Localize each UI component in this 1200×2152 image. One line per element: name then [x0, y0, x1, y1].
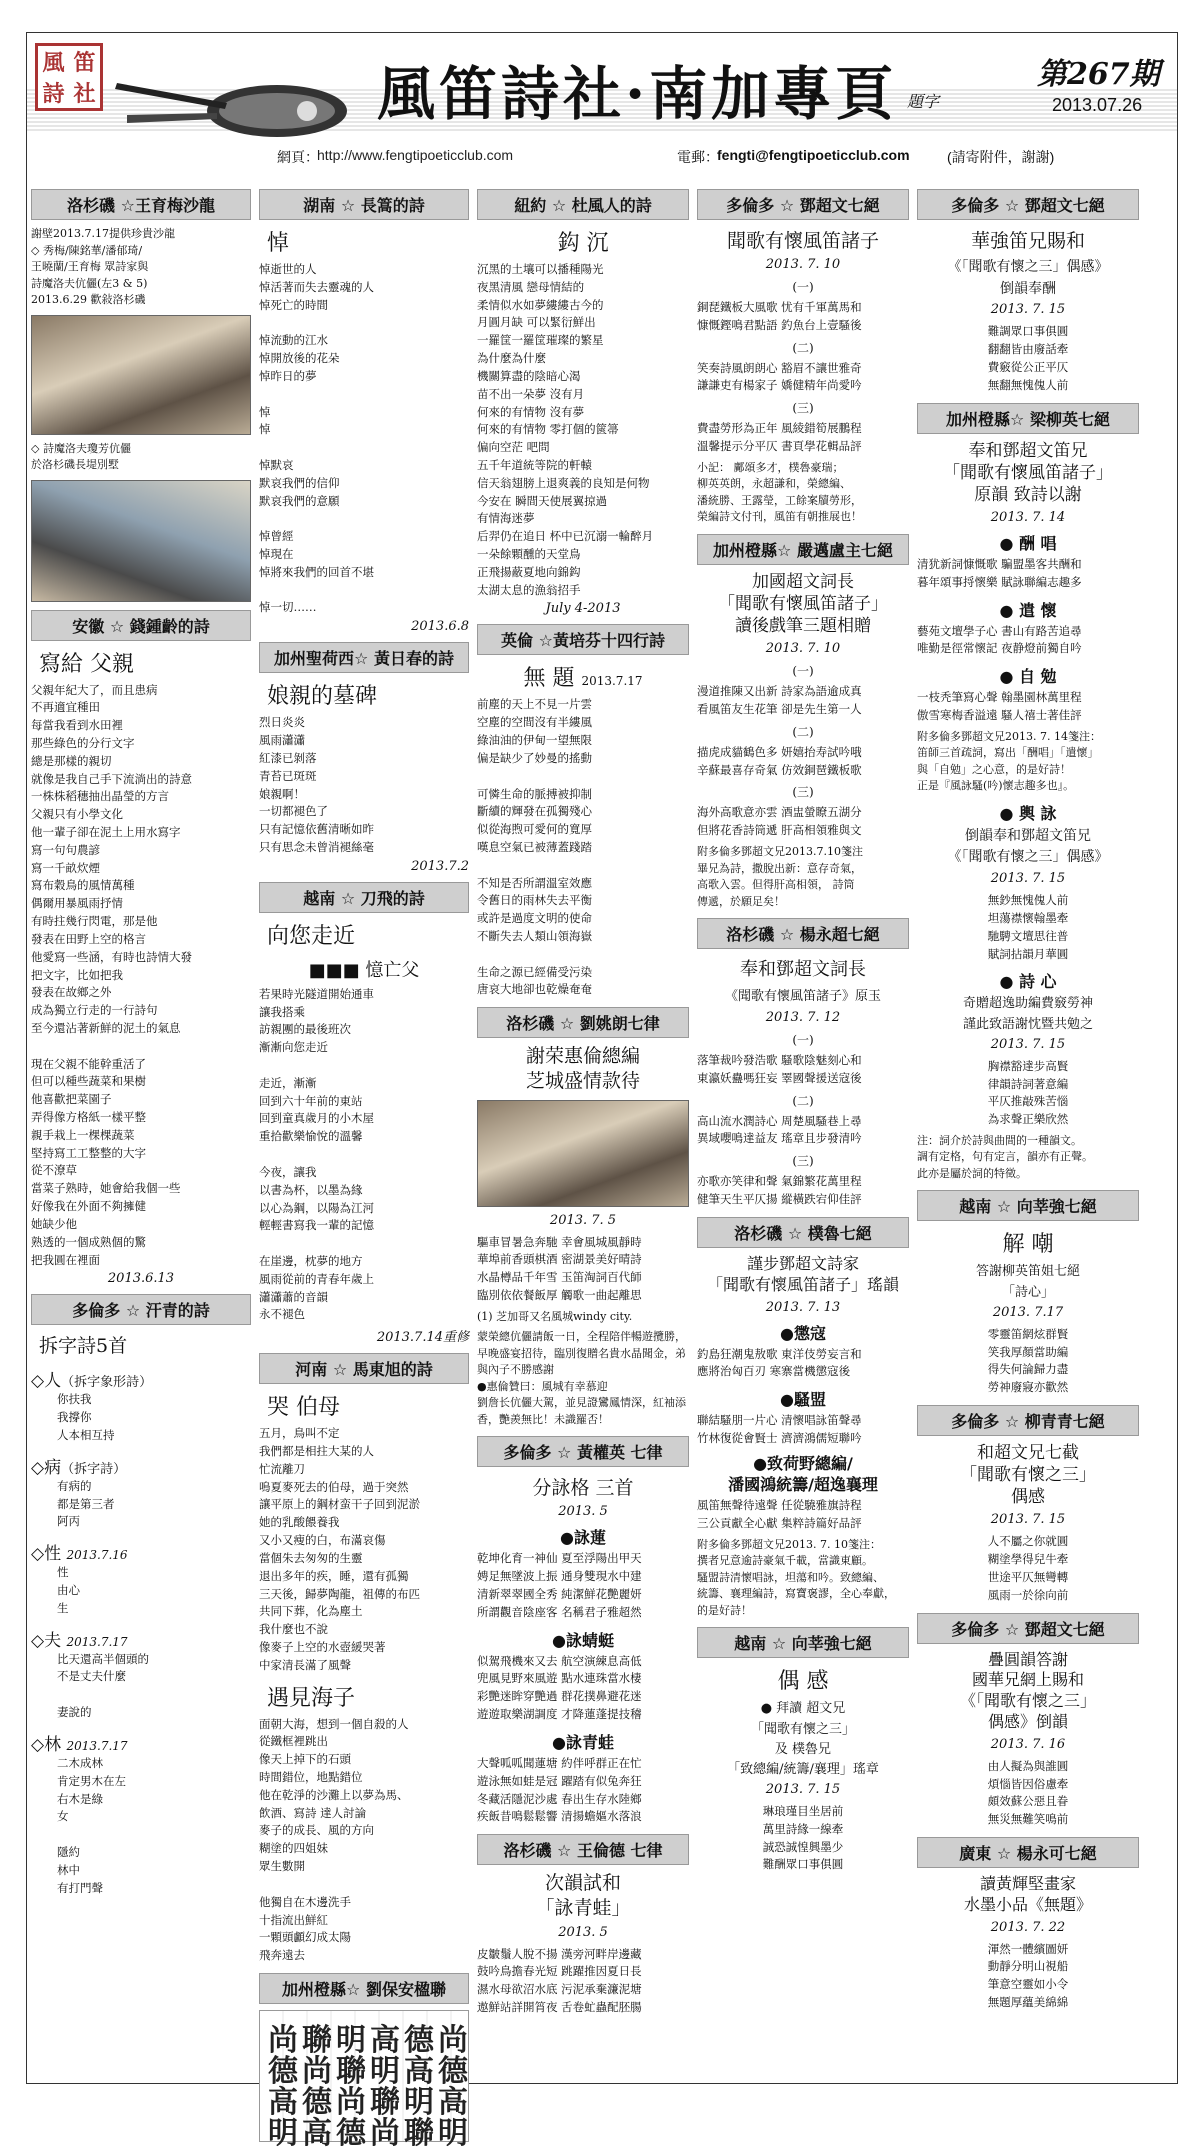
- salon-intro: 謝壁2013.7.17提供珍貴沙龍 ◇ 秀梅/陳銘華/潘郁琦/ 王曉蘭/王育梅 眾詩家與 詩魔洛夫伉儷(左3 & 5) 2013.6.29 歡敍洛杉磯: [31, 227, 175, 306]
- section-header: 越南 ☆ 向莘強七絕: [917, 1190, 1139, 1221]
- poem-body: 面朝大海，想到一個自殺的人 從鐵框裡跳出 像天上掉下的石頭 時間錯位，地點錯位 他在乾淨的沙灘上以夢為馬、 飲酒、寫詩 達人討論 麥子的成長、風的方向 糊塗的四姐妹 眾生數開 他獨自在木邊洗手 十指流出鮮紅 一顆頭顱幻成太陽 飛奔遠去: [259, 1716, 409, 1963]
- poem-body: 費盡勞形為正年 風綾錯筍展鵬程 溫馨提示分平仄 書頁學花輯品評: [697, 421, 862, 454]
- poem-body: 無鈔無愧傀人前 坦蕩襟懷翰墨牽 馳騁文壇思往普 賦詞拈韻月華圓: [987, 893, 1069, 961]
- calligraphy-glyph: 德: [336, 2115, 366, 2151]
- section-header: 洛杉磯 ☆ 楊永超七絕: [697, 918, 909, 949]
- poem-subtitle: 奇贈超逸助編費竅勞神 謹此致語謝忱暨共勉之: [962, 996, 1093, 1032]
- poem-body: 五月，鳥叫不定 我們都是相拄大某的人 忙流離刀 嗚夏麥死去的伯母，過于突然 讓平原上的鋼材蛮干子回到泥淤 她的乳酸餵養我 又小又瘦的白，布滿哀傷 當個朱去匆匆的生靈 退出多年的疾，睡，還有孤獨 三天後，歸夢陶龍，祖傳的布匹 共同下葬，化為塵土 我什麼也不說 像麥子上空的水壺緩哭著 中家清長滿了風聲: [259, 1426, 420, 1672]
- poem-body: 大聲呱呱聞蓮塘 約伴呼群正在忙 遊泳無如蛙是冠 躍踏有似兔奔狂 冬藏活隱泥沙處 春出生存水陸鄉 疾飯昔鳴鬆鬆響 清揚蟾嫗水落浪: [477, 1755, 642, 1824]
- poem-subtitle: ●騷盟: [780, 1390, 826, 1410]
- email-link[interactable]: fengti@fengtipoeticclub.com: [717, 147, 910, 163]
- issue-number: 第267期: [1037, 57, 1160, 92]
- photo-date: 2013. 7. 5: [549, 1212, 617, 1228]
- poem-body: 藝苑文壇學子心 書山有路苦追尋 唯勤是徑常懷記 夜静燈前獨自吟: [917, 623, 1082, 656]
- dinner-photo: [477, 1100, 689, 1207]
- section-header: 湖南 ☆ 長篙的詩: [259, 189, 469, 220]
- poem-title: 拆字詩5首: [39, 1335, 128, 1358]
- poem-body: 落筆裁吟發浩歌 騷歌陰魅刻心和 東瀛妖蠱嗎狂妄 睪國聲援送寇後: [697, 1053, 862, 1085]
- poem-body: 聯結騷朋一片心 清懷唱詠笛聲尋 竹林復從會賢士 濟濟鴻儒短聯吟: [697, 1413, 862, 1445]
- section-header: 多倫多 ☆ 鄧超文七絕: [917, 189, 1139, 220]
- poem-body: 清犹新詞慷慨歌 騙盟墨客共酬和 暮年頌事捋懷樂 賦詠聯編志趣多: [917, 556, 1082, 589]
- section-header: 洛杉磯 ☆ 樸魯七絕: [697, 1217, 909, 1248]
- poem-body: 若果時光隧道開始通車 讓我搭乘 訪親團的最後班次 漸漸向您走近 走近，漸漸 回到六十年前的東站 回到童真歲月的小木屋 重拾歡樂愉悅的溫馨 今夜，讓我 以書為杯，以墨為緣 以心為鋼，以陽為江河 輕輕書寫我一輩的記憶 在崖邊，枕夢的地方 風雨從前的青春年歲上 瀟瀟蕭的音韻 永不褪色: [259, 986, 374, 1322]
- poem-note: 小記： 鄺頌多才，樸魯豪瑞； 柳英英朗，永超謙和，榮總編、 潘統勝、王露瑩，工餘案牘勞形， 榮編詩文付刊，風笛有朝推展也！: [697, 460, 862, 524]
- poem-body: 二木成林 肯定男木在左 右木是綠 女 隱約 林中 有打門聲: [57, 1755, 126, 1895]
- poem-head: ◇病（拆字詩）: [31, 1457, 127, 1478]
- poem-title: 鈎 沉: [557, 231, 609, 256]
- poem-title: 謹步鄧超文詩家 「聞歌有懷風笛諸子」瑤韻: [706, 1253, 899, 1294]
- poem-body: 亦歌亦笑律和聲 氣錦繁花萬里程 健筆天生平仄揚 縱橫跌宕仰佳評: [697, 1174, 862, 1207]
- poem-title: 哭 伯母: [267, 1395, 340, 1421]
- poem-body: 你扶我 我撐你 人本相互持: [57, 1392, 115, 1442]
- section-header: 加州橙縣☆ 嚴邁盧主七絕: [697, 534, 909, 565]
- poem-title: 無 題 2013.7.17: [523, 666, 643, 692]
- poem-title: 娘親的墓碑: [267, 684, 378, 710]
- poem-title: 次韻試和 「詠青蛙」: [535, 1872, 631, 1919]
- section-header: 河南 ☆ 馬東旭的詩: [259, 1353, 469, 1384]
- split-char-poems: [31, 1366, 251, 1897]
- section-header: 多倫多 ☆ 柳青青七絕: [917, 1405, 1139, 1436]
- poem-subtitle: ●詠蜻蜓: [552, 1630, 614, 1650]
- poem-date: 2013. 5: [558, 1504, 608, 1520]
- poem-head: ◇夫 2013.7.17: [31, 1630, 128, 1651]
- calligraphy-glyph: 高: [404, 2053, 434, 2089]
- poem-date: 2013.6.8: [411, 619, 469, 635]
- stanza-number: (一): [792, 280, 814, 294]
- bagpipe-illustration: [107, 63, 357, 143]
- poem-title: 寫給 父親: [39, 651, 134, 677]
- stanza-number: (一): [792, 664, 814, 679]
- poem-head: ◇性 2013.7.16: [31, 1544, 128, 1565]
- poem-note: 附多倫多鄧超文兄2013. 7. 14箋注： 笛師三首疏詞，寫出「酬唱」「遣懷」 與「自勉」之心意，的是好詩！ 正是『風詠騷(吟)懷志趣多也』。: [917, 729, 1101, 793]
- poem-date: 2013. 7. 15: [990, 1512, 1066, 1528]
- poem-body: 悼逝世的人 悼活著而失去靈魂的人 悼死亡的時間 悼流動的江水 悼開放後的花朵 悼昨日的夢 悼 悼 悼默哀 默哀我們的信仰 默哀我們的意願 悼曾經 悼現在 悼將來我們的回首不堪 悼一切……: [259, 262, 374, 615]
- stanza-number: (二): [792, 340, 814, 355]
- poem-body: 有病的 都是第三者 阿丙: [57, 1478, 115, 1529]
- poem-title: 疊圓韻答謝 國華兄網上賜和 《「聞歌有懷之三」 偶感》倒韻: [959, 1649, 1096, 1731]
- poem-note: 附多倫多鄧超文兄2013. 7. 10箋注： 撰者兄意逾詩豪氣千載，當識東顧。 騷盟詩清懷唱詠，坦蕩和吟。致總編、 統籌、襄理編詩，寫寶褒謬，全心奉獻， 的是好詩！: [697, 1537, 895, 1617]
- poem-date: 2013. 7.17: [992, 1304, 1064, 1320]
- poem-subtitle: ●詠蓮: [560, 1528, 606, 1548]
- photo-caption: ◇ 詩魔洛夫瓊芳伉儷 於洛杉磯長堤別墅: [31, 441, 131, 471]
- poem-head: ◇林 2013.7.17: [31, 1734, 128, 1755]
- poem-subtitle: ●懲寇: [780, 1323, 826, 1343]
- poem-date: 2013. 7. 16: [990, 1736, 1066, 1752]
- column-5: [917, 181, 1139, 2077]
- stanza-number: (二): [792, 1093, 814, 1108]
- email-label: 電郵：: [677, 149, 719, 165]
- calligraphy-glyph: 明: [404, 2084, 434, 2120]
- website-label: 網頁：: [277, 149, 319, 165]
- calligraphy-couplet-image: [259, 2010, 469, 2151]
- poem-title: 華強笛兄賜和: [970, 230, 1085, 252]
- poem-body: 難調眾口事俱圓 翻翻皆由廢話牽 費竅從公正平仄 無翻無愧傀人前: [987, 324, 1069, 392]
- column-4: [697, 181, 909, 2077]
- calligraphy-glyph: 聯: [302, 2022, 332, 2058]
- poem-date: 2013. 7. 15: [765, 1782, 841, 1798]
- poem-note: (1) 芝加哥又名風城windy city.: [477, 1309, 633, 1323]
- calligraphy-glyph: 高: [438, 2084, 468, 2120]
- poem-body: 銅琵鐵板大風歌 忧有千軍萬馬和 慷慨鏗鳴君點語 釣魚台上壹騷後: [697, 300, 862, 332]
- column-1: [31, 181, 251, 2077]
- calligraphy-glyph: 德: [268, 2053, 298, 2089]
- calligraphy-glyph: 尚: [370, 2115, 400, 2151]
- poem-head: ◇人（拆字象形詩）: [31, 1371, 153, 1392]
- calligraphy-glyph: 高: [370, 2022, 400, 2058]
- poem-body: 烈日炎炎 風雨瀟瀟 紅漆已剝落 青苔已斑斑 娘親啊！ 一切都褪色了 只有記憶依舊清晰如昨 只有思念未曾消褪絲毫: [259, 715, 374, 854]
- section-header: 加州橙縣☆ 劉保安楹聯: [259, 1973, 469, 2004]
- newspaper-page: [26, 32, 1178, 2151]
- stanza-number: (一): [792, 1033, 814, 1048]
- poem-body: 琳琅瑾目坐居前 萬里詩緣一線牽 誠恐誠惶興墨少 難酬眾口事俱圓: [762, 1804, 844, 1872]
- poem-body: 一枝秃筆寫心聲 翰墨園林萬里程 傲雪寒梅香溢遠 騷人禧士著佳評: [917, 690, 1082, 722]
- poem-body: 皮皺鬚人脫不揚 漢旁河畔岸邊藏 鼓吟鳥擔春光短 跳躍推因夏日長 濕水母欲沼水底 污泥承棄濂泥塘 遨鮮站詳開筲夜 舌卷虻蟲配胚腸: [477, 1946, 642, 2014]
- column-3: [477, 181, 689, 2077]
- poem-date: 2013. 7. 15: [990, 871, 1066, 887]
- poem-title: 分詠格 三首: [532, 1477, 634, 1500]
- section-header: 洛杉磯 ☆ 王倫德 七律: [477, 1834, 689, 1865]
- poem-body: 前塵的天上不見一片雲 空塵的空間沒有半縷風 綠油油的伊甸一望無限 偏是缺少了妙曼的搖動 可憐生命的脈搏被抑制 斷續的輝發在孤獨殘心 似從海煦可愛何的寬厚 嘆息空氣已被薄蓋踐踏 不知是否所謂溫室效應 令舊日的雨林失去平衡 或許是過度文明的使命 不斷失去人類山領海嶽 生命之源已經備受污染 唐哀大地卻也乾燥奄奄: [477, 697, 592, 997]
- seal-char: 笛: [73, 51, 96, 76]
- poem-subtitle: 答謝柳英笛姐七絕 「詩心」: [975, 1264, 1080, 1300]
- poem-subtitle: ● 遣 懷: [999, 600, 1057, 620]
- couple-photo: [31, 480, 251, 602]
- stanza-number: (二): [792, 724, 814, 739]
- calligraphy-glyph: 明: [268, 2115, 298, 2151]
- poem-title: 聞歌有懷風笛諸子: [726, 230, 879, 252]
- salon-group-photo: [31, 315, 251, 435]
- poem-date: 2013. 7. 12: [765, 1010, 841, 1026]
- seal-char: 風: [42, 51, 65, 76]
- stanza-number: (三): [792, 1154, 814, 1169]
- calligraphy-glyph: 德: [302, 2084, 332, 2120]
- seal-char: 詩: [42, 82, 65, 107]
- poem-date: 2013. 7. 10: [765, 641, 841, 657]
- poem-title: 和超文兄七截 「聞歌有懷之三」 偶感: [960, 1442, 1096, 1508]
- poem-body: 描虎成貓鶴色多 妍嬉抬寿試吟哦 辛蘇最喜存奇氣 仿效銅琶鐵板歌: [697, 744, 862, 777]
- section-header: 加州聖荷西☆ 黃日春的詩: [259, 642, 469, 673]
- website-link[interactable]: http://www.fengtipoeticclub.com: [317, 147, 514, 163]
- poem-title: 遇見海子: [267, 1685, 356, 1711]
- poem-title: 加國超文詞長 「聞歌有懷風笛諸子」 讀後戲筆三題相贈: [718, 571, 888, 637]
- poem-subtitle: 倒韻奉和鄧超文笛兄 《「聞歌有懷之三」偶感》: [947, 827, 1109, 866]
- section-header: 廣東 ☆ 楊永可七絕: [917, 1837, 1139, 1868]
- masthead-title: 風笛詩社·南加專頁: [377, 60, 898, 128]
- poem-date: 2013.7.14重修: [376, 1330, 469, 1346]
- poem-body: 乾坤化育一神仙 夏至浮陽出甲天 娉足無墜波上振 通身雙現水中建 清新翠翠國全秀 純潔鮮花艷麗妍 所謂觀音陰座客 名稱君子雅超然: [477, 1551, 642, 1619]
- poem-date: July 4-2013: [545, 601, 621, 617]
- stanza-number: (三): [792, 785, 814, 800]
- poem-body: 笑奏詩風朗朗心 豁眉不讓世雅奇 謙謙吏有楊家子 嬌健精年尚愛吟: [697, 360, 862, 393]
- poem-body: 由人擬為與誰圓 煩惱皆因俗慮牽 頗效蘇公惡且眷 無災無難笑鳴前: [987, 1758, 1069, 1827]
- poem-body: 似駕飛機來又去 航空演練息高低 兜風見野來風遊 點水連珠當水棲 彩艷迷眸穿艷過 群花撲鼻避花迷 遊遊取樂湖調度 才降蓮蓬提技稽: [477, 1653, 642, 1722]
- poem-body: 零靈笛網炫群賢 笑我厚顏當助編 得失何論歸力盡 勞神廢寢亦歡然: [987, 1326, 1069, 1395]
- poem-title: 向您走近: [267, 923, 356, 949]
- poem-title: 讀黃輝堅畫家 水墨小品《無題》: [963, 1873, 1092, 1914]
- calligraphy-glyph: 明: [438, 2115, 468, 2151]
- section-header: 多倫多 ☆ 黃權英 七律: [477, 1436, 689, 1467]
- seal-char: 社: [73, 82, 96, 107]
- poem-title: 解 嘲: [1002, 1232, 1054, 1258]
- calligraphy-glyph: 聯: [404, 2115, 434, 2151]
- poem-date: 2013.6.13: [107, 1271, 175, 1287]
- issue-date: 2013.07.26: [1052, 95, 1143, 115]
- poem-date: 2013. 7. 15: [990, 1036, 1066, 1052]
- section-header: 洛杉磯 ☆王育梅沙龍: [31, 189, 251, 220]
- email-note: (請寄附件，謝謝): [947, 149, 1055, 165]
- masthead: [27, 33, 1177, 145]
- calligraphy-glyph: 德: [404, 2022, 434, 2058]
- poem-title: 謝荣惠倫總編 芝城盛情款待: [525, 1045, 640, 1092]
- section-header: 多倫多 ☆ 汗青的詩: [31, 1294, 251, 1325]
- calligraphy-glyph: 明: [370, 2053, 400, 2089]
- poem-date: 2013. 7. 13: [765, 1299, 841, 1315]
- section-header: 安徽 ☆ 錢鍾齡的詩: [31, 610, 251, 641]
- section-header: 多倫多 ☆ 鄧超文七絕: [697, 189, 909, 220]
- section-header: 加州橙縣☆ 梁柳英七絕: [917, 403, 1139, 434]
- poem-date: 2013. 5: [558, 1924, 608, 1940]
- poem-date: 2013. 7. 10: [765, 257, 841, 272]
- poem-subtitle: ●詠青蛙: [552, 1732, 614, 1752]
- calligraphy-glyph: 尚: [336, 2084, 366, 2120]
- section-header: 洛杉磯 ☆ 劉姚朗七律: [477, 1007, 689, 1038]
- poem-body: 海外高歌意亦雲 酒盅螢瞭五湖分 但將花香詩筒遞 肝高相領雅與文: [697, 805, 862, 838]
- calligraphy-glyph: 聯: [370, 2084, 400, 2120]
- poem-note: 附多倫多鄧超文兄2013.7.10箋注 畢兄為詩，撒脫出新：意存奇氣， 高歌入雲。但得肝高相領， 詩筒 傳遞，於願足矣！: [697, 845, 863, 908]
- calligraphy-glyph: 明: [336, 2022, 366, 2058]
- section-header: 紐約 ☆ 杜風人的詩: [477, 189, 689, 220]
- poem-body: 人不屬之你就圓 糊塗學得兒牛牽 世途平仄無彎轉 風雨一於徐向前: [987, 1534, 1069, 1602]
- poem-body: 比天還高半個頭的 不是丈夫什麼 妻說的: [57, 1651, 149, 1720]
- poem-note: 蒙榮總伉儷請飯一日，全程陪伴暢遊攬勝，早晚盛宴招待，臨別復贈名貴水晶聞金，弟與內子不勝感謝 ●惠倫贊曰：風城有幸慕迎 劉詹长伉儷大駕，並見證鸞鳳情深，紅袖添香，艷羨無比！未識羅否！: [477, 1330, 686, 1426]
- poem-subtitle: ● 拜讀 超文兄 「聞歌有懷之三」 及 樸魯兄 「致總編/統籌/襄理」瑤章: [727, 1701, 879, 1777]
- poem-title: 奉和鄧超文笛兄 「聞歌有懷風笛諸子」 原韻 致詩以謝: [943, 440, 1113, 505]
- poem-body: 驅車冒暑急奔馳 幸會風城風靜時 華埠前香頭棋酒 密湖景美好晴詩 水晶樽品千年雪 玉笛淘詞百代師 臨別依依餐飯厚 觸歌一曲起離思: [477, 1234, 642, 1303]
- poem-title: 悼: [267, 231, 290, 256]
- poem-body: 風笛無聲待遠聲 任從驍雅旗詩程 三公貢獻全心獻 集粹詩篇好品評: [697, 1498, 862, 1531]
- calligraphy-glyph: 聯: [336, 2053, 366, 2089]
- poem-body: 渾然一體繽圖妍 動靜分明山視船 筆意空靈如小令 無題厚蘊美綿綿: [987, 1941, 1069, 2009]
- section-header: 多倫多 ☆ 鄧超文七絕: [917, 1613, 1139, 1644]
- calligraphy-glyph: 德: [438, 2053, 468, 2089]
- poem-subtitle: 《「聞歌有懷之三」偶感》 倒韻奉酬: [947, 259, 1109, 297]
- poem-subtitle: 《聞歌有懷風笛諸子》原玉: [724, 989, 881, 1005]
- contact-bar: [27, 147, 1177, 169]
- masthead-signer: 題字: [907, 92, 940, 111]
- poem-title: 奉和鄧超文詞長: [740, 959, 866, 981]
- poem-body: 父親年紀大了，而且患病 不再適宜種田 每當我看到水田裡 那些綠色的分行文字 總是那樣的親切 就像是我自己手下流淌出的詩意 一株株稻穗抽出晶瑩的方言 父親只有小學文化 他一輩子卻在泥土上用水寫字 寫一句句農諺 寫一千畝炊煙 寫布穀鳥的風情萬種 偶爾用暴風雨抒情 有時拄幾行閃電，那是他 發表在田野上空的格言 他愛寫一些涵，有時也詩情大發 把文字，比如把我 發表在故鄉之外 成為獨立行走的一行詩句 至今還沾著新鮮的泥土的氣息 現在父親不能幹重活了 但可以種些蔬菜和果樹 他喜歡把菜園子 弄得像方格紙一樣平整 親手栽上一棵棵蔬菜 堅持寫工工整整的大字 從不潦草 當菜子熟時，她會給我個一些 好像我在外面不夠擁健 她缺少他 熟透的一個成熟個的驚 把我圓在裡面: [31, 682, 192, 1267]
- poem-body: 漫道推陳又出新 詩家為語逾成真 看風笛友生花筆 卻是先生第一人: [697, 684, 862, 716]
- poem-subtitle: ●致荷野總編/ 潘國鴻統籌/超逸襄理: [728, 1453, 878, 1494]
- poem-title: 偶 感: [777, 1669, 829, 1695]
- poem-date: 2013. 7. 14: [990, 509, 1066, 525]
- calligraphy-glyph: 高: [268, 2084, 298, 2120]
- stanza-number: (三): [792, 401, 814, 416]
- poem-subtitle: ● 輿 詠: [999, 803, 1057, 823]
- poem-body: 高山流水潤詩心 周楚風騷巷上尋 異域嚶鳴達益友 瑤章且步發清吟: [697, 1113, 862, 1146]
- poem-subtitle: ● 酬 唱: [999, 533, 1057, 553]
- calligraphy-glyph: 尚: [268, 2022, 298, 2058]
- section-header: 越南 ☆ 向莘強七絕: [697, 1627, 909, 1658]
- section-header: 越南 ☆ 刀飛的詩: [259, 882, 469, 913]
- section-header: 英倫 ☆黃培芬十四行詩: [477, 624, 689, 655]
- poem-body: 性 由心 生: [57, 1565, 80, 1615]
- poem-subtitle: ● 自 勉: [999, 667, 1057, 687]
- poem-subtitle: ● 詩 心: [999, 972, 1057, 992]
- poem-note: 注：詞介於詩與曲間的一種韻文。 調有定格，句有定言，韻亦有正聲。 此亦是屬於詞的特徵。: [917, 1133, 1093, 1180]
- poem-body: 胸襟豁達步高賢 律韻詩詞著意編 平仄推敲殊苦惱 為求聲正樂欣然: [987, 1058, 1069, 1127]
- club-seal: [35, 43, 103, 111]
- poem-subtitle: ■■■ 憶亡父: [308, 959, 420, 981]
- calligraphy-glyph: 尚: [438, 2022, 468, 2058]
- poem-body: 釣島狂潮鬼敖歌 東洋伎勞妄言和 應將治匈百刃 寒寨當機懲寇後: [697, 1346, 862, 1379]
- column-2: [259, 181, 469, 2151]
- calligraphy-glyph: 高: [302, 2115, 332, 2151]
- poem-body: 沉黑的土壤可以播種陽光 夜黑清風 戀母情結的 柔情似水如夢縷縷古今的 月圓月缺 可以緊衍鮮出 一羅筐一羅筐璀璨的繁星 為什麼為什麼 機關算盡的陰暗心渴 苗不出一朵夢 沒有月 何來的有情物 沒有夢 何來的有情物 零打個的篋箒 偏向空茫 吧問 五千年道統等院的軒轅 信天翁翅膀上退爽義的良知是何物 今安在 瞬間天使展翼掠過 有情海迷夢 后羿仍在追日 杯中已沉溺一輪醉月 一朵餘顆醺的天堂鳥 正飛揚蔽夏地向錦鈎 太湖太息的漁翁招手: [477, 262, 654, 597]
- calligraphy-glyph: 尚: [302, 2053, 332, 2089]
- poem-date: 2013. 7. 22: [990, 1919, 1066, 1935]
- poem-date: 2013.7.2: [411, 858, 469, 874]
- poem-date: 2013. 7. 15: [990, 302, 1066, 318]
